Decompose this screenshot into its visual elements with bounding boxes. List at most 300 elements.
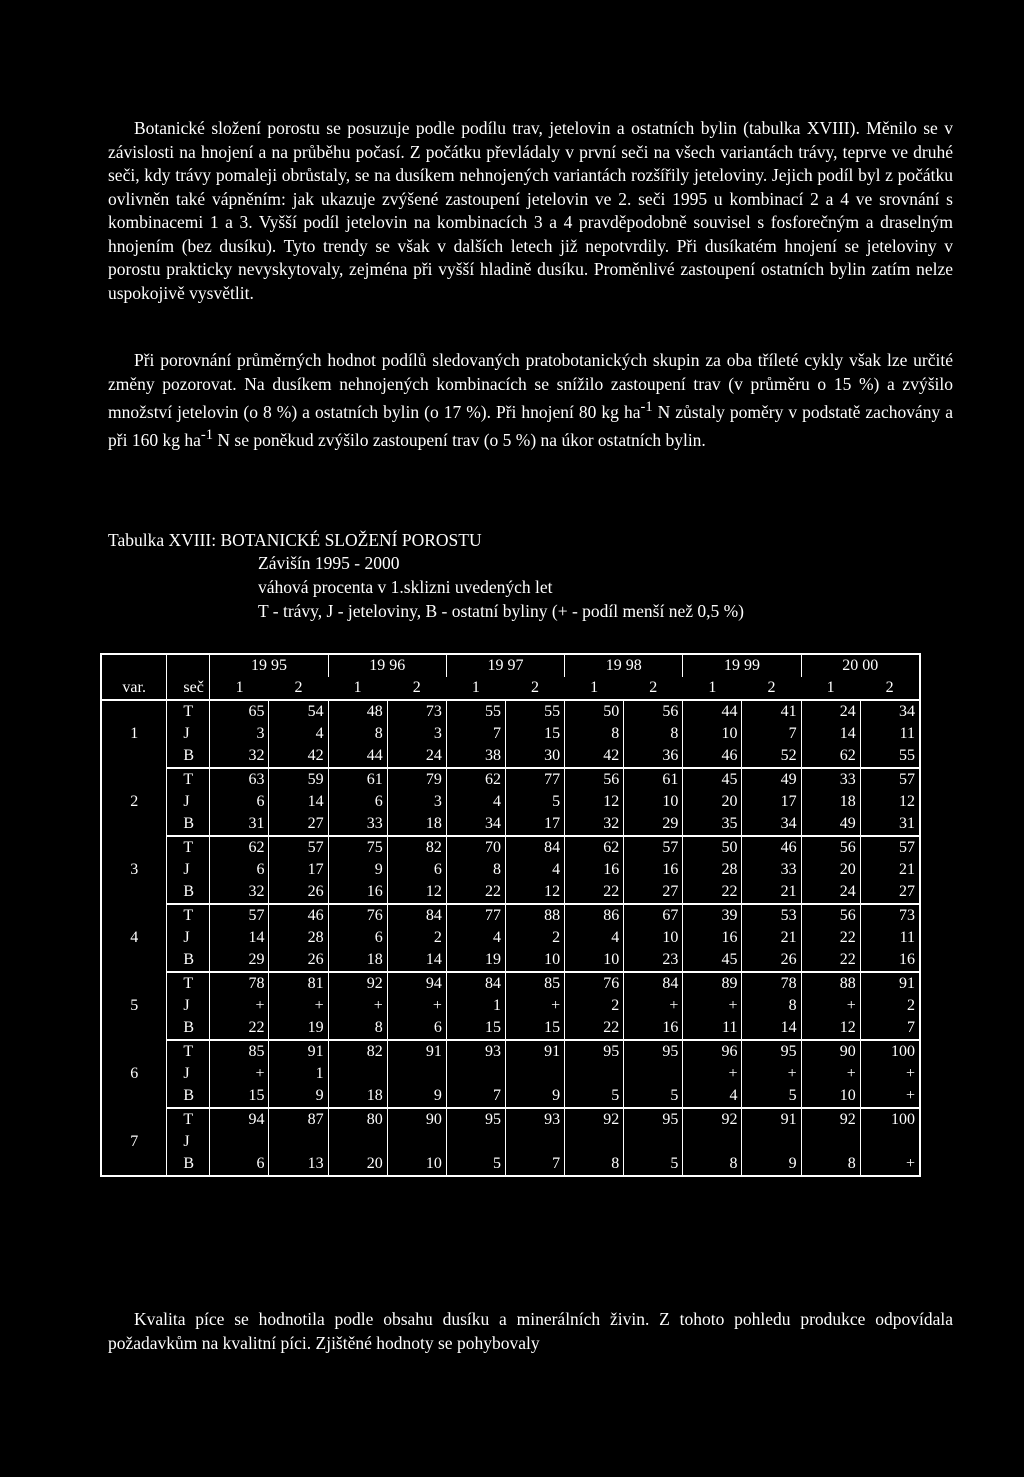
table-cell: 8 <box>801 1153 860 1176</box>
variant-label <box>101 768 167 791</box>
table-row <box>101 949 920 972</box>
table-cell: 33 <box>328 813 387 836</box>
table-cell: 100 <box>860 1040 920 1063</box>
variant-label <box>101 836 167 859</box>
table-cell <box>387 1063 446 1085</box>
table-cell: 93 <box>446 1040 505 1063</box>
paragraph-2-part-1: Při porovnání průměrných hodnot podílů sledovaných pratobotanických skupin za oba tříleté cykly však lze určité změny pozorovat. Na dusíkem nehnojených kombinacích se snížilo zastoupení trav (v průměru o 15 %) a zvýšilo množství jetelovin (o 8 %) a ostatních bylin (o 17 %). Při hnojení 80 kg ha <box>108 350 953 422</box>
table-cell: 31 <box>860 813 920 836</box>
table-cell: + <box>328 995 387 1017</box>
header-cut: 1 <box>708 679 717 696</box>
table-cell: 91 <box>742 1108 801 1131</box>
table-cell: 21 <box>860 859 920 881</box>
table-cell: 44 <box>328 745 387 768</box>
table-cell: 34 <box>446 813 505 836</box>
table-cell: 22 <box>801 949 860 972</box>
table-cell: 14 <box>269 791 328 813</box>
table-cell: 7 <box>446 1085 505 1108</box>
group-label: B <box>167 1017 210 1040</box>
table-cell: 4 <box>269 723 328 745</box>
table-cell: 12 <box>387 881 446 904</box>
table-cell: 6 <box>210 791 269 813</box>
variant-label: 3 <box>101 859 167 881</box>
table-cell <box>624 1063 683 1085</box>
group-label: B <box>167 1153 210 1176</box>
table-cell: 55 <box>446 700 505 723</box>
table-cell: 16 <box>683 927 742 949</box>
table-cell <box>860 1131 920 1153</box>
table-cell: 3 <box>387 791 446 813</box>
table-cell: 82 <box>328 1040 387 1063</box>
table-cell: 44 <box>683 700 742 723</box>
table-cell: 22 <box>565 881 624 904</box>
header-year: 19 97 <box>446 654 564 677</box>
table-cell: 5 <box>505 791 564 813</box>
variant-label <box>101 745 167 768</box>
table-cell: 9 <box>742 1153 801 1176</box>
table-cell: 7 <box>742 723 801 745</box>
variant-label <box>101 1153 167 1176</box>
table-cell: 7 <box>860 1017 920 1040</box>
table-cell: 57 <box>269 836 328 859</box>
variant-label: 1 <box>101 723 167 745</box>
table-cell: 57 <box>860 836 920 859</box>
table-cell: 34 <box>860 700 920 723</box>
table-cell: 8 <box>446 859 505 881</box>
table-cell: 17 <box>269 859 328 881</box>
table-cell: 5 <box>624 1153 683 1176</box>
header-cut: 2 <box>649 679 658 696</box>
table-cell: 6 <box>387 859 446 881</box>
table-cell: 42 <box>565 745 624 768</box>
table-cell: + <box>801 995 860 1017</box>
table-cell: 56 <box>801 836 860 859</box>
superscript-exponent: -1 <box>200 427 213 444</box>
table-cell: 82 <box>387 836 446 859</box>
table-cell: 76 <box>328 904 387 927</box>
table-cell: 52 <box>742 745 801 768</box>
table-cell: 50 <box>565 700 624 723</box>
table-cell: 56 <box>565 768 624 791</box>
table-cell: 88 <box>505 904 564 927</box>
group-label: J <box>167 1131 210 1153</box>
table-unit-note: váhová procenta v 1.sklizni uvedených let <box>258 577 553 597</box>
table-row <box>101 1131 920 1153</box>
table-cell: + <box>683 1063 742 1085</box>
header-cut: 1 <box>826 679 835 696</box>
table-cell: 62 <box>446 768 505 791</box>
table-cell: 39 <box>683 904 742 927</box>
variant-label: 7 <box>101 1131 167 1153</box>
variant-label <box>101 1040 167 1063</box>
table-cell: 57 <box>210 904 269 927</box>
table-cell: 42 <box>269 745 328 768</box>
group-label: B <box>167 949 210 972</box>
table-cell: 61 <box>624 768 683 791</box>
table-cell: 18 <box>328 1085 387 1108</box>
group-label: J <box>167 723 210 745</box>
table-cell: 79 <box>387 768 446 791</box>
header-cut: 2 <box>412 679 421 696</box>
group-label: J <box>167 1063 210 1085</box>
paragraph-average-comparison <box>108 349 953 453</box>
table-cell: 77 <box>505 768 564 791</box>
table-cell <box>565 1063 624 1085</box>
table-cell <box>505 1131 564 1153</box>
table-cell: 92 <box>801 1108 860 1131</box>
variant-label <box>101 972 167 995</box>
table-row <box>101 1063 920 1085</box>
table-cell: 28 <box>269 927 328 949</box>
table-cell: 11 <box>860 723 920 745</box>
table-row <box>101 1040 920 1063</box>
table-cell: 91 <box>387 1040 446 1063</box>
table-cell: 15 <box>505 723 564 745</box>
table-cell: 10 <box>505 949 564 972</box>
group-label: T <box>167 972 210 995</box>
table-cell: 73 <box>860 904 920 927</box>
table-subtitle: Závišín 1995 - 2000 <box>258 553 400 573</box>
table-cell: 54 <box>269 700 328 723</box>
table-cell: 24 <box>801 700 860 723</box>
header-cut: 2 <box>294 679 303 696</box>
table-cell <box>210 1131 269 1153</box>
table-cell: 28 <box>683 859 742 881</box>
table-cell: 75 <box>328 836 387 859</box>
table-cell: 24 <box>801 881 860 904</box>
table-cell: 22 <box>565 1017 624 1040</box>
variant-label <box>101 813 167 836</box>
table-cell: 8 <box>328 723 387 745</box>
table-cell: + <box>742 1063 801 1085</box>
table-row <box>101 700 920 723</box>
table-row <box>101 881 920 904</box>
paragraph-botanical-composition: Botanické složení porostu se posuzuje podle podílu trav, jetelovin a ostatních bylin (tabulka XVIII). Měnilo se v závislosti na hnojení a na průběhu počasí. Z počátku převládaly v první seči na všech variantách trávy, teprve ve druhé seči, kdy trávy pomaleji obrůstaly, se na dusíkem nehnojených variantách rozšířily jeteloviny. Jejich podíl byl z počátku ovlivněn také vápněním: jak ukazuje zvýšené zastoupení jetelovin ve 2. seči 1995 u kombinací 2 a 4 ve srovnání s kombinacemi 1 a 3. Vyšší podíl jetelovin na kombinacích 3 a 4 pravděpodobně souvisel s fosforečným a draselným hnojením (bez dusíku). Tyto trendy se však v dalších letech již nepotvrdily. Při dusíkatém hnojení se jeteloviny v porostu prakticky nevyskytovaly, zejména při vyšší hladině dusíku. Proměnlivé zastoupení ostatních bylin zatím nelze uspokojivě vysvětlit. <box>108 118 953 303</box>
table-cell: 4 <box>505 859 564 881</box>
variant-label <box>101 949 167 972</box>
table-cell: 12 <box>860 791 920 813</box>
table-cell: 22 <box>210 1017 269 1040</box>
table-cell <box>565 1131 624 1153</box>
table-cell <box>387 1131 446 1153</box>
table-cell: 81 <box>269 972 328 995</box>
group-label: B <box>167 813 210 836</box>
table-row <box>101 995 920 1017</box>
table-cell: 95 <box>565 1040 624 1063</box>
table-cell: 63 <box>210 768 269 791</box>
header-year: 19 95 <box>210 654 328 677</box>
table-cell: 26 <box>742 949 801 972</box>
table-cell: 9 <box>269 1085 328 1108</box>
table-cell: 16 <box>860 949 920 972</box>
table-cell: 15 <box>505 1017 564 1040</box>
table-cell: 15 <box>210 1085 269 1108</box>
table-cell: 20 <box>683 791 742 813</box>
table-cell: 21 <box>742 881 801 904</box>
table-cell: 50 <box>683 836 742 859</box>
table-cell: 17 <box>742 791 801 813</box>
table-cell <box>446 1063 505 1085</box>
table-cell: 65 <box>210 700 269 723</box>
table-row <box>101 791 920 813</box>
table-cell: 53 <box>742 904 801 927</box>
table-cell: 12 <box>505 881 564 904</box>
table-cell: 1 <box>446 995 505 1017</box>
group-label: B <box>167 1085 210 1108</box>
table-cell: 80 <box>328 1108 387 1131</box>
table-cell <box>801 1131 860 1153</box>
table-row <box>101 1085 920 1108</box>
table-cell: 22 <box>446 881 505 904</box>
table-cell: 56 <box>801 904 860 927</box>
table-cell <box>446 1131 505 1153</box>
table-cell: 4 <box>565 927 624 949</box>
header-cut: 1 <box>590 679 599 696</box>
table-cell: 91 <box>860 972 920 995</box>
table-cell: 57 <box>624 836 683 859</box>
group-label: T <box>167 768 210 791</box>
table-cell: 14 <box>387 949 446 972</box>
table-cell: 78 <box>742 972 801 995</box>
table-cell: 10 <box>683 723 742 745</box>
table-cell: 5 <box>624 1085 683 1108</box>
table-cell: 94 <box>387 972 446 995</box>
table-cell: 49 <box>801 813 860 836</box>
table-cell: 31 <box>210 813 269 836</box>
table-cell: 23 <box>624 949 683 972</box>
table-cell: 10 <box>565 949 624 972</box>
header-blank-var <box>101 654 167 677</box>
table-header-years <box>101 654 920 677</box>
header-blank-sec <box>167 654 210 677</box>
table-cell: 46 <box>683 745 742 768</box>
table-cell: 10 <box>624 791 683 813</box>
table-cell: 4 <box>446 927 505 949</box>
table-cell: 5 <box>446 1153 505 1176</box>
table-cell: 22 <box>683 881 742 904</box>
table-cell: 8 <box>742 995 801 1017</box>
table-cell: 88 <box>801 972 860 995</box>
table-cell: + <box>505 995 564 1017</box>
table-cell: 11 <box>860 927 920 949</box>
table-cell: 9 <box>328 859 387 881</box>
table-cell: 16 <box>624 1017 683 1040</box>
table-cell: 26 <box>269 881 328 904</box>
table-cell: 8 <box>624 723 683 745</box>
table-cell: + <box>624 995 683 1017</box>
table-cell: 85 <box>505 972 564 995</box>
variant-label: 2 <box>101 791 167 813</box>
table-cell: 19 <box>446 949 505 972</box>
table-cell: 84 <box>624 972 683 995</box>
table-cell: 17 <box>505 813 564 836</box>
table-cell: 67 <box>624 904 683 927</box>
table-cell: 87 <box>269 1108 328 1131</box>
table-cell: 78 <box>210 972 269 995</box>
group-label: J <box>167 859 210 881</box>
table-cell: 100 <box>860 1108 920 1131</box>
table-cell: 96 <box>683 1040 742 1063</box>
table-cell: 21 <box>742 927 801 949</box>
table-cell: 18 <box>387 813 446 836</box>
table-cell: 38 <box>446 745 505 768</box>
table-cell: + <box>860 1063 920 1085</box>
table-cell: 6 <box>210 1153 269 1176</box>
table-cell: 18 <box>328 949 387 972</box>
table-cell: 84 <box>387 904 446 927</box>
table-cell: 2 <box>505 927 564 949</box>
paragraph-forage-quality: Kvalita píce se hodnotila podle obsahu dusíku a minerálních živin. Z tohoto pohledu produkce odpovídala požadavkům na kvalitní píci. Zjištěné hodnoty se pohybovaly <box>108 1309 953 1353</box>
table-cell: 19 <box>269 1017 328 1040</box>
table-row <box>101 1017 920 1040</box>
table-cell: + <box>801 1063 860 1085</box>
variant-label: 6 <box>101 1063 167 1085</box>
table-cell: 27 <box>624 881 683 904</box>
table-cell: 95 <box>624 1040 683 1063</box>
table-cell: 2 <box>565 995 624 1017</box>
table-cell: 41 <box>742 700 801 723</box>
table-cell: 61 <box>328 768 387 791</box>
group-label: J <box>167 995 210 1017</box>
table-cell <box>683 1131 742 1153</box>
table-cell: 14 <box>801 723 860 745</box>
table-cell: 30 <box>505 745 564 768</box>
table-cell: 29 <box>624 813 683 836</box>
table-cell <box>269 1131 328 1153</box>
table-cell: 32 <box>210 745 269 768</box>
table-cell: 32 <box>210 881 269 904</box>
table-cell: 62 <box>801 745 860 768</box>
table-cell: 49 <box>742 768 801 791</box>
table-cell: + <box>269 995 328 1017</box>
table-cell: 93 <box>505 1108 564 1131</box>
table-cell: 16 <box>624 859 683 881</box>
table-cell: 85 <box>210 1040 269 1063</box>
table-cell: 89 <box>683 972 742 995</box>
table-cell: 5 <box>565 1085 624 1108</box>
header-cut: 1 <box>235 679 244 696</box>
table-cell: 29 <box>210 949 269 972</box>
superscript-exponent: -1 <box>640 399 653 415</box>
table-cell: 20 <box>801 859 860 881</box>
botanical-composition-table <box>100 653 921 1177</box>
header-cut: 1 <box>471 679 480 696</box>
table-cell: 18 <box>801 791 860 813</box>
table-cell: 16 <box>565 859 624 881</box>
table-cell <box>505 1063 564 1085</box>
variant-label: 5 <box>101 995 167 1017</box>
table-cell: 70 <box>446 836 505 859</box>
variant-label <box>101 1108 167 1131</box>
table-row <box>101 904 920 927</box>
table-cell: 26 <box>269 949 328 972</box>
table-cell: 84 <box>446 972 505 995</box>
header-sec: seč <box>167 677 210 700</box>
variant-label <box>101 700 167 723</box>
paragraph-2-part-3: N se poněkud zvýšilo zastoupení trav (o 5 %) na úkor ostatních bylin. <box>213 430 706 451</box>
table-cell: 91 <box>505 1040 564 1063</box>
group-label: T <box>167 700 210 723</box>
table-row <box>101 768 920 791</box>
table-cell: 1 <box>269 1063 328 1085</box>
table-cell: 33 <box>801 768 860 791</box>
table-cell: 77 <box>446 904 505 927</box>
table-cell: 9 <box>505 1085 564 1108</box>
table-cell: 45 <box>683 949 742 972</box>
table-cell: 90 <box>801 1040 860 1063</box>
header-cut: 2 <box>767 679 776 696</box>
variant-label <box>101 904 167 927</box>
table-cell: 5 <box>742 1085 801 1108</box>
table-cell: 55 <box>860 745 920 768</box>
table-cell: 91 <box>269 1040 328 1063</box>
table-cell: 10 <box>387 1153 446 1176</box>
group-label: J <box>167 927 210 949</box>
table-cell: 15 <box>446 1017 505 1040</box>
header-cut: 1 <box>353 679 362 696</box>
header-year: 20 00 <box>801 654 920 677</box>
table-cell: 14 <box>210 927 269 949</box>
table-cell: 46 <box>269 904 328 927</box>
header-year: 19 99 <box>683 654 801 677</box>
table-row <box>101 836 920 859</box>
variant-label <box>101 1085 167 1108</box>
table-cell: 22 <box>801 927 860 949</box>
table-cell: 6 <box>328 791 387 813</box>
table-cell: 45 <box>683 768 742 791</box>
table-cell: 8 <box>565 723 624 745</box>
table-row <box>101 927 920 949</box>
table-cell: 27 <box>269 813 328 836</box>
table-cell: 2 <box>860 995 920 1017</box>
table-cell <box>624 1131 683 1153</box>
table-cell: 24 <box>387 745 446 768</box>
variant-label <box>101 881 167 904</box>
header-var: var. <box>101 677 167 700</box>
table-cell: + <box>210 995 269 1017</box>
table-cell: 16 <box>328 881 387 904</box>
table-cell: 13 <box>269 1153 328 1176</box>
group-label: B <box>167 881 210 904</box>
table-cell <box>328 1131 387 1153</box>
group-label: T <box>167 1040 210 1063</box>
table-cell: 84 <box>505 836 564 859</box>
table-cell: 76 <box>565 972 624 995</box>
table-cell: 95 <box>742 1040 801 1063</box>
table-cell: 62 <box>565 836 624 859</box>
table-cell: 90 <box>387 1108 446 1131</box>
table-cell: 3 <box>387 723 446 745</box>
table-cell: 36 <box>624 745 683 768</box>
table-cell: 55 <box>505 700 564 723</box>
table-row <box>101 1153 920 1176</box>
table-row <box>101 723 920 745</box>
table-row <box>101 745 920 768</box>
table-cell: 92 <box>328 972 387 995</box>
header-year: 19 96 <box>328 654 446 677</box>
table-legend: T - trávy, J - jeteloviny, B - ostatní byliny (+ - podíl menší než 0,5 %) <box>258 601 745 621</box>
table-cell <box>328 1063 387 1085</box>
table-cell: 48 <box>328 700 387 723</box>
table-title: Tabulka XVIII: BOTANICKÉ SLOŽENÍ POROSTU <box>108 530 482 550</box>
table-cell: 59 <box>269 768 328 791</box>
table-cell: 6 <box>387 1017 446 1040</box>
table-row <box>101 813 920 836</box>
table-cell: 92 <box>565 1108 624 1131</box>
header-cut: 2 <box>531 679 540 696</box>
table-cell: 12 <box>801 1017 860 1040</box>
table-cell: 35 <box>683 813 742 836</box>
